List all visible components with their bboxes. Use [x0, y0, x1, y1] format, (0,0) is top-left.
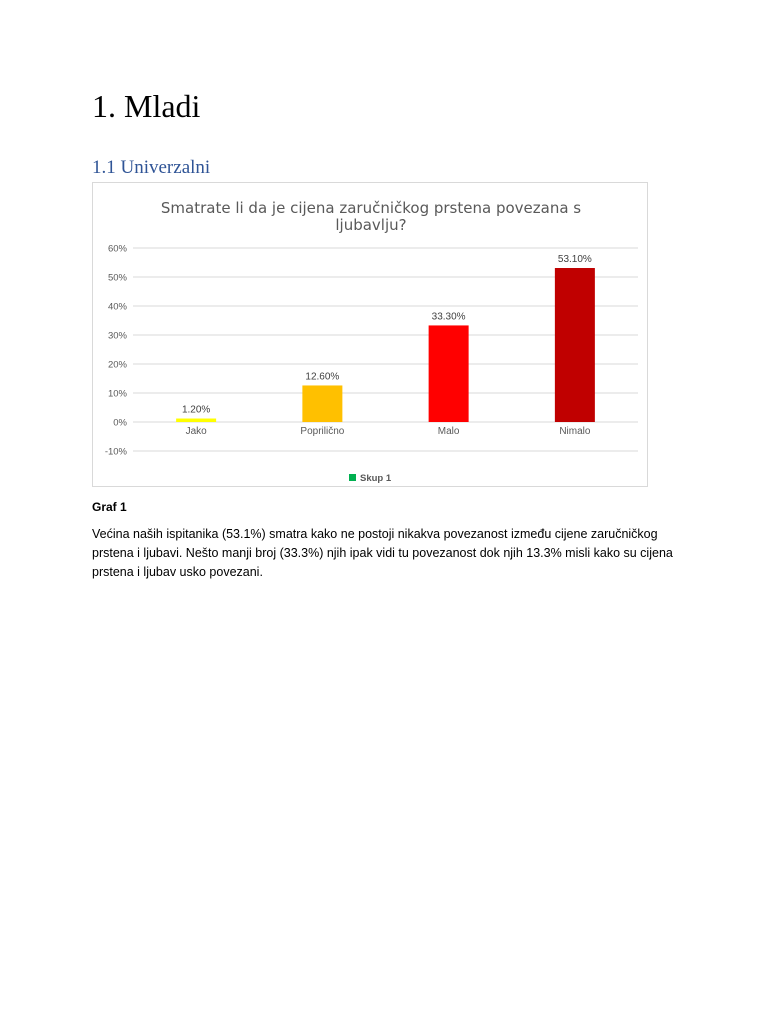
body-paragraph: Većina naših ispitanika (53.1%) smatra kako ne postoji nikakva povezanost između cijene zaručničkog prstena i ljubavi. Nešto manji broj (33.3%) njih ipak vidi tu povezanost dok njih 13.3% misli kako su cijena prstena i ljubav usko povezani.: [92, 527, 673, 579]
y-tick-label: -10%: [104, 446, 127, 458]
y-tick-label: 0%: [113, 417, 127, 429]
page-heading: 1. Mladi: [92, 88, 201, 124]
data-label: 12.60%: [305, 371, 340, 383]
bar: [176, 419, 216, 422]
x-tick-label: Malo: [437, 426, 460, 437]
y-tick-label: 40%: [107, 301, 127, 313]
y-tick-label: 30%: [107, 330, 127, 342]
y-tick-label: 50%: [107, 272, 127, 284]
y-tick-label: 10%: [107, 388, 127, 400]
bar: [429, 325, 469, 422]
chart-title-line: Smatrate li da je cijena zaručničkog prstena povezana s: [160, 199, 582, 217]
legend-swatch: [349, 474, 356, 481]
x-tick-label: Jako: [185, 426, 207, 437]
data-label: 33.30%: [431, 311, 466, 323]
chart-title-line: ljubavlju?: [335, 216, 407, 234]
x-tick-label: Poprilično: [300, 426, 345, 437]
figure-caption: Graf 1: [92, 500, 127, 514]
section-heading: 1.1 Univerzalni: [92, 157, 211, 178]
bar-chart: [93, 183, 649, 488]
data-label: 53.10%: [557, 254, 592, 266]
bar: [302, 385, 342, 422]
legend-label: Skup 1: [360, 473, 392, 484]
data-label: 1.20%: [181, 404, 211, 416]
bar: [555, 268, 595, 422]
y-tick-label: 60%: [107, 243, 127, 255]
x-tick-label: Nimalo: [559, 426, 591, 437]
chart-container: [92, 182, 648, 487]
y-tick-label: 20%: [107, 359, 127, 371]
